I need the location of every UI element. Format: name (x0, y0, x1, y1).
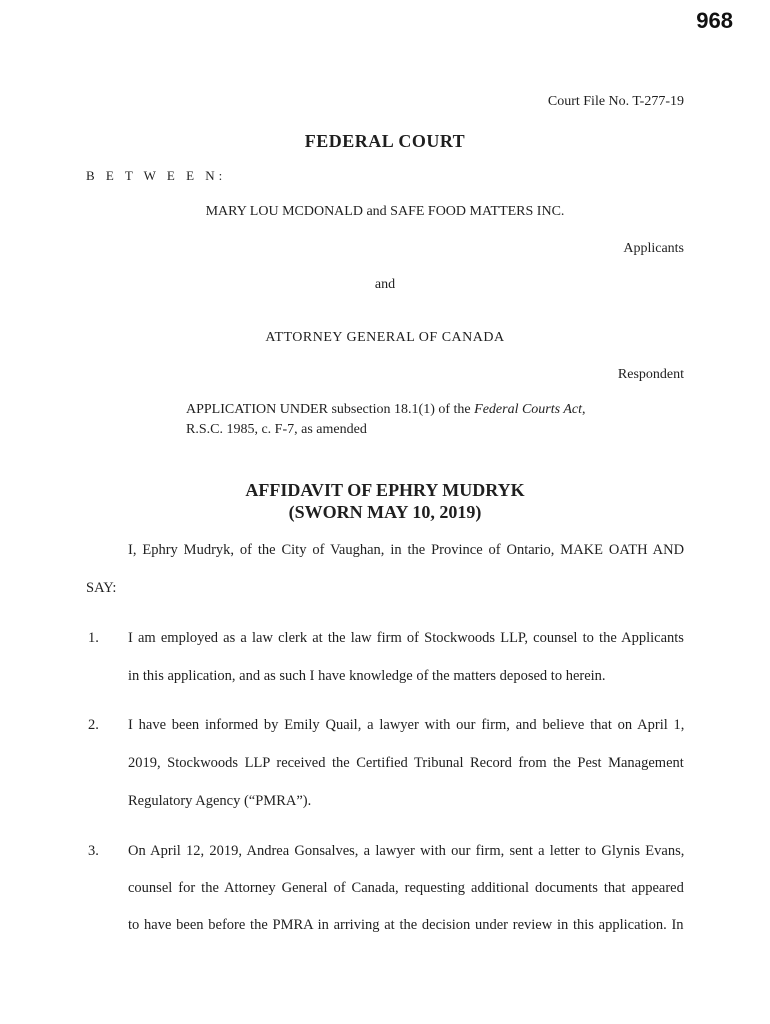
application-suffix: , R.S.C. 1985, c. F-7, as amended (186, 402, 586, 437)
paragraph-3-line-1: On April 12, 2019, Andrea Gonsalves, a lawyer with our firm, sent a letter to Glynis Evans, (128, 843, 685, 859)
paragraph-2-number: 2. (88, 717, 99, 733)
applicants-role: Applicants (623, 241, 684, 256)
between-label: B E T W E E N: (86, 168, 227, 183)
court-name: FEDERAL COURT (304, 131, 466, 151)
intro-line-2: SAY: (86, 580, 117, 596)
paragraph-1-number: 1. (88, 630, 99, 646)
affidavit-title: AFFIDAVIT OF EPHRY MUDRYK (245, 480, 525, 500)
paragraph-2-line-1: I have been informed by Emily Quail, a lawyer with our firm, and believe that on April 1, (128, 717, 685, 733)
paragraph-2-line-2: 2019, Stockwoods LLP received the Certified Tribunal Record from the Pest Management (128, 755, 684, 771)
application-statement (186, 400, 586, 440)
paragraph-1-line-1: I am employed as a law clerk at the law firm of Stockwoods LLP, counsel to the Applicants (128, 630, 684, 646)
paragraph-3-line-2: counsel for the Attorney General of Canada, requesting additional documents that appeared (128, 880, 684, 896)
and-separator: and (374, 277, 396, 292)
paragraph-3-number: 3. (88, 843, 99, 859)
respondent-name: ATTORNEY GENERAL OF CANADA (265, 330, 505, 345)
application-act: Federal Courts Act (474, 402, 582, 417)
application-prefix: APPLICATION UNDER subsection 18.1(1) of the (186, 402, 475, 417)
applicants-names: MARY LOU MCDONALD and SAFE FOOD MATTERS INC. (205, 204, 565, 219)
paragraph-2-line-3: Regulatory Agency (“PMRA”). (128, 793, 312, 809)
affidavit-sworn-date: (SWORN MAY 10, 2019) (288, 502, 482, 522)
intro-line-1: I, Ephry Mudryk, of the City of Vaughan, in the Province of Ontario, MAKE OATH AND (128, 542, 685, 558)
paragraph-3-line-3: to have been before the PMRA in arriving at the decision under review in this application. In (128, 917, 684, 933)
respondent-role: Respondent (617, 367, 684, 382)
court-file-number: Court File No. T-277-19 (547, 94, 684, 109)
paragraph-1-line-2: in this application, and as such I have knowledge of the matters deposed to herein. (128, 668, 606, 684)
page-number: 968 (696, 8, 733, 33)
